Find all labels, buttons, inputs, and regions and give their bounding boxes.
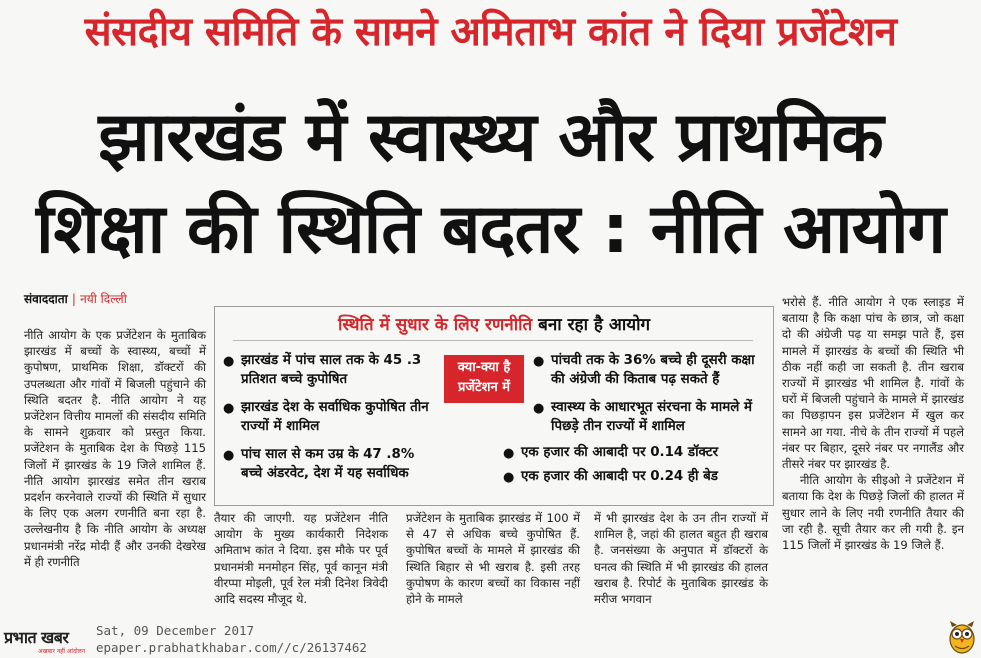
column-5-para-1: भरोसे हैं. नीति आयोग ने एक स्लाइड में बताया है कि कक्षा पांच के छात्र, जो कक्षा दो की अंग्रेजी पढ़ या समझ पाते हैं, इस मामले में झारखंड के बच्चों की स्थिति भी ठीक नहीं कही जा सकती है. तीन खराब राज्यों में झारखंड भी शामिल है. गांवों के घरों में बिजली पहुंचाने के मामले में झारखंड का पिछड़ापन इस प्रजेंटेशन में खुल कर सामने आ गया. नीचे के तीन राज्यों में पहले नंबर पर बिहार, दूसरे नंबर पर नगालैंड और तीसरे नंबर पर झारखंड है.: [782, 295, 964, 472]
box-title-rule: [233, 340, 753, 341]
right-point-2: ● स्वास्थ्य के आधारभूत संरचना के मामले में पिछड़े तीन राज्यों में शामिल: [533, 400, 752, 434]
tag-line-2: प्रजेंटेशन में: [458, 380, 510, 395]
byline-label: संवाददाता: [24, 292, 68, 306]
right-point-3: ● एक हजार की आबादी पर 0.14 डॉक्टर: [503, 445, 719, 461]
box-title-black: बना रहा है आयोग: [538, 315, 651, 335]
bullet-icon: ●: [533, 354, 545, 369]
bullet-icon: ●: [223, 354, 235, 369]
bottom-column-2: प्रजेंटेशन के मुताबिक झारखंड में 100 में से 47 से अधिक बच्चे कुपोषित हैं. कुपोषित बच्चों के मामले में झारखंड की स्थिति बिहार से भी खराब है. इसी तरह कुपोषण के कारण बच्चों का विकास नहीं होने के मामले: [406, 511, 580, 607]
edition-date: Sat, 09 December 2017: [96, 623, 255, 638]
headline-line-2: शिक्षा की स्थिति बदतर : नीति आयोग: [36, 190, 945, 269]
bottom-column-3: में भी झारखंड देश के उन तीन राज्यों में शामिल है, जहां की हालत बहुत ही खराब है. जनसंख्या के अनुपात में डॉक्टरों के घनत्व की स्थिति में भी झारखंड की हालत खराब है. रिपोर्ट के मुताबिक झारखंड के मरीज भगवान: [594, 511, 768, 607]
article-column-1: [24, 327, 206, 570]
strategy-box: [214, 306, 774, 506]
bullet-icon: ●: [223, 401, 235, 416]
tag-line-1: क्या-क्या है: [457, 360, 511, 375]
presentation-tag: [444, 355, 524, 403]
byline-place: नयी दिल्ली: [80, 292, 127, 306]
bullet-icon: ●: [503, 446, 515, 461]
prabhat-khabar-logo: प्रभात खबर: [4, 628, 69, 647]
epaper-url[interactable]: epaper.prabhatkhabar.com//c/26137462: [96, 640, 367, 655]
left-point-2: ● झारखंड देश के सर्वाधिक कुपोषित तीन राज्यों में शामिल: [223, 400, 429, 434]
owl-icon: [946, 619, 978, 655]
article-column-5: [782, 294, 964, 553]
headline-line-1: झारखंड में स्वास्थ्य और प्राथमिक: [98, 98, 883, 177]
box-title-red: स्थिति में सुधार के लिए रणनीति: [337, 315, 533, 335]
bottom-column-1: तैयार की जाएगी. यह प्रजेंटेशन नीति आयोग के मुख्य कार्यकारी निदेशक अमिताभ कांत ने दिया. इस मौके पर पूर्व प्रधानमंत्री मनमोहन सिंह, पूर्व कानून मंत्री वीरप्पा मोइली, पूर्व रेल मंत्री दिनेश त्रिवेदी आदि सदस्य मौजूद थे.: [214, 511, 388, 607]
bullet-icon: ●: [533, 401, 545, 416]
box-title: [215, 313, 773, 337]
footer-meta: [96, 622, 367, 656]
logo-tagline: अखबार नहीं आंदोलन: [38, 648, 86, 655]
left-point-1: ● झारखंड में पांच साल तक के 45 .3 प्रतिशत बच्चे कुपोषित: [223, 353, 422, 387]
byline: [24, 290, 127, 307]
bullet-icon: ●: [223, 448, 235, 463]
right-point-4: ● एक हजार की आबादी पर 0.24 ही बेड: [503, 469, 718, 485]
bullet-icon: ●: [503, 470, 515, 485]
right-point-1: ● पांचवी तक के 36% बच्चे ही दूसरी कक्षा की अंग्रेजी की किताब पढ़ सकते हैं: [533, 353, 755, 387]
column-1-text: नीति आयोग के एक प्रजेंटेशन के मुताबिक झारखंड में बच्चों के स्वास्थ्य, बच्चों में कुपोषण, प्राथमिक शिक्षा, डॉक्टरों की उपलब्धता और गांवों में बिजली पहुंचाने की स्थिति बदतर है. नीति आयोग ने यह प्रजेंटेशन वित्तीय मामलों की संसदीय समिति के सामने शुक्रवार को प्रस्तुत किया. प्रजेंटेशन के मुताबिक देश के पिछड़े 115 जिलों में झारखंड के 19 जिले शामिल हैं. नीति आयोग झारखंड समेत तीन खराब प्रदर्शन करनेवाले राज्यों की स्थिति में सुधार के लिए एक अलग रणनीति बना रहा है. उल्लेखनीय है कि नीति आयोग के अध्यक्ष प्रधानमंत्री नरेंद्र मोदी हैं और उनकी देखरेख में ही रणनीति: [24, 328, 206, 569]
byline-separator: |: [71, 292, 76, 306]
kicker-headline: संसदीय समिति के सामने अमिताभ कांत ने दिया प्रजेंटेशन: [84, 9, 897, 55]
column-5-para-2: नीति आयोग के सीइओ ने प्रजेंटेशन में बताया कि देश के पिछड़े जिलों की हालत में सुधार लाने के लिए नयी रणनीति तैयार की जा रही है. सूची तैयार कर ली गयी है. इन 115 जिलों में झारखंड के 19 जिले हैं.: [782, 473, 964, 553]
left-point-3: ● पांच साल से कम उम्र के 47 .8% बच्चे अंडरवेट, देश में यह सर्वाधिक: [223, 447, 415, 481]
